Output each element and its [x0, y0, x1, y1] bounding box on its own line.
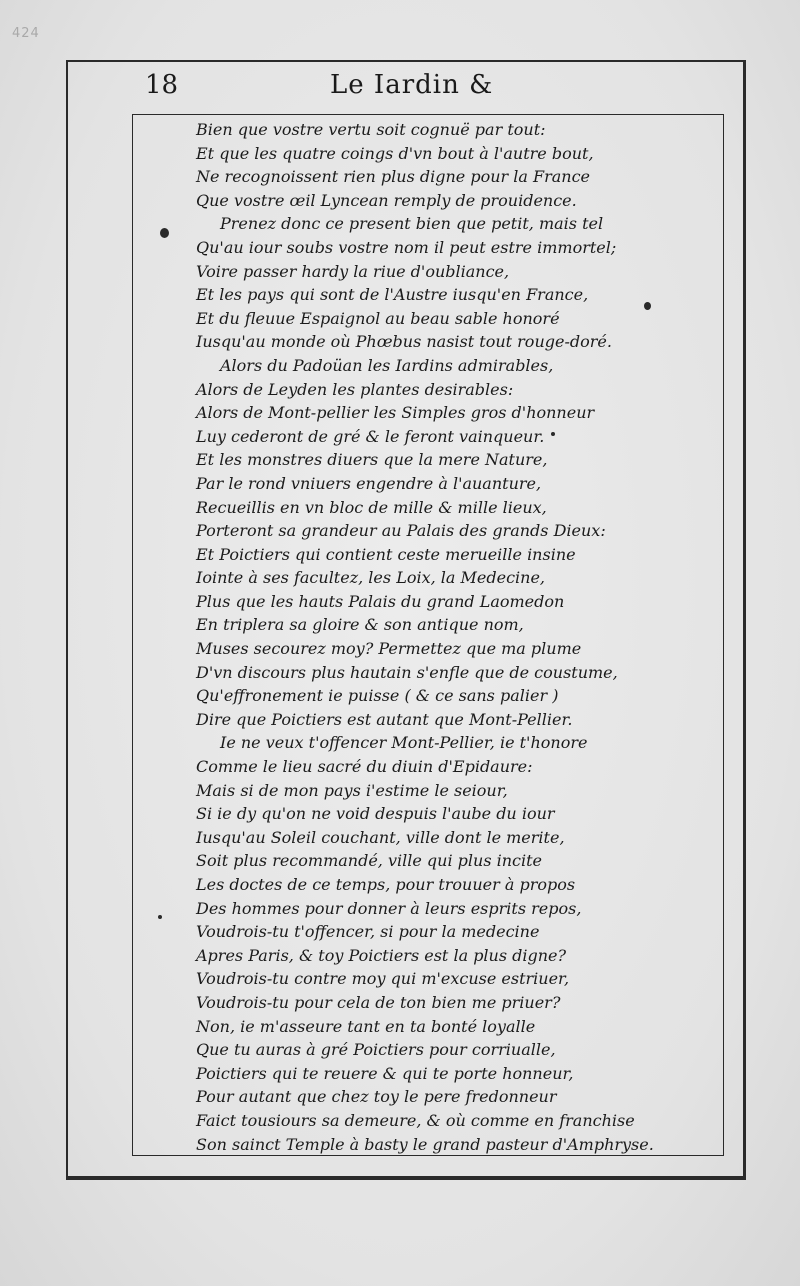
poem-line: Poictiers qui te reuere & qui te porte honneur,: [196, 1063, 574, 1083]
ink-speck: [644, 302, 651, 310]
poem-line: D'vn discours plus hautain s'enfle que de coustume,: [196, 662, 618, 682]
poem-line: Iusqu'au Soleil couchant, ville dont le merite,: [196, 827, 565, 847]
poem-line: Iusqu'au monde où Phœbus nasist tout rouge-doré.: [196, 332, 612, 352]
poem-line: Que tu auras à gré Poictiers pour corriualle,: [196, 1040, 556, 1060]
ink-speck: [160, 228, 169, 238]
pencil-annotation: 424: [12, 26, 40, 41]
poem-line: Son sainct Temple à basty le grand pasteur d'Amphryse.: [196, 1134, 654, 1154]
poem-line: Alors de Mont-pellier les Simples gros d'honneur: [196, 403, 595, 423]
poem-line: Dire que Poictiers est autant que Mont-Pellier.: [196, 709, 573, 729]
poem-line: Voire passer hardy la riue d'oubliance,: [196, 261, 510, 281]
poem-text: [196, 118, 726, 1156]
poem-line: Luy cederont de gré & le feront vainqueur.: [196, 426, 545, 446]
poem-line: Voudrois-tu t'offencer, si pour la medecine: [196, 922, 540, 942]
poem-line: Porteront sa grandeur au Palais des grands Dieux:: [196, 521, 606, 541]
ink-speck: [551, 432, 555, 436]
poem-line: Pour autant que chez toy le pere fredonneur: [196, 1087, 557, 1107]
poem-line: Comme le lieu sacré du diuin d'Epidaure:: [196, 757, 533, 777]
poem-line: En triplera sa gloire & son antique nom,: [196, 615, 524, 635]
poem-line: Alors de Leyden les plantes desirables:: [196, 379, 514, 399]
page-header: [140, 70, 730, 110]
poem-line: Et Poictiers qui contient ceste merueille insine: [196, 544, 576, 564]
poem-line: Ie ne veux t'offencer Mont-Pellier, ie t'honore: [220, 733, 588, 753]
poem-line: Soit plus recommandé, ville qui plus incite: [196, 851, 543, 871]
poem-line: Iointe à ses facultez, les Loix, la Medecine,: [196, 568, 545, 588]
running-title: Le Iardin &: [330, 70, 494, 100]
poem-line: Et du fleuue Espaignol au beau sable honoré: [196, 308, 560, 328]
poem-line: Les doctes de ce temps, pour trouuer à propos: [196, 875, 576, 894]
poem-line: Et les pays qui sont de l'Austre iusqu'en France,: [196, 285, 589, 305]
poem-line: Voudrois-tu contre moy qui m'excuse estriuer,: [196, 969, 570, 989]
poem-line: Ne recognoissent rien plus digne pour la France: [196, 167, 590, 187]
ink-speck: [158, 915, 162, 919]
poem-line: Que vostre œil Lyncean remply de prouidence.: [196, 190, 577, 210]
poem-line: Et les monstres diuers que la mere Nature,: [196, 450, 548, 470]
poem-line: Muses secourez moy? Permettez que ma plume: [196, 639, 582, 659]
poem-line: Bien que vostre vertu soit cognuë par tout:: [196, 120, 546, 139]
poem-line: Alors du Padoüan les Iardins admirables,: [220, 355, 554, 375]
poem-line: Non, ie m'asseure tant en ta bonté loyalle: [196, 1016, 536, 1036]
poem-line: Qu'effronement ie puisse ( & ce sans palier ): [196, 686, 559, 706]
poem-line: Recueillis en vn bloc de mille & mille lieux,: [196, 497, 547, 517]
poem-line: Mais si de mon pays i'estime le seiour,: [196, 780, 508, 800]
poem-line: Des hommes pour donner à leurs esprits repos,: [196, 898, 582, 918]
poem-line: Si ie dy qu'on ne void despuis l'aube du iour: [196, 804, 555, 824]
page-number: 18: [145, 70, 179, 100]
poem-line: Faict tousiours sa demeure, & où comme en franchise: [196, 1110, 635, 1130]
poem-line: Qu'au iour soubs vostre nom il peut estre immortel;: [196, 237, 617, 257]
poem-line: Et que les quatre coings d'vn bout à l'autre bout,: [196, 143, 594, 163]
poem-line: Voudrois-tu pour cela de ton bien me priuer?: [196, 992, 561, 1012]
poem-line: Par le rond vniuers engendre à l'auanture,: [196, 473, 542, 493]
poem-line: Prenez donc ce present bien que petit, mais tel: [220, 214, 604, 234]
poem-line: Apres Paris, & toy Poictiers est la plus digne?: [196, 945, 567, 965]
poem-line: Plus que les hauts Palais du grand Laomedon: [196, 591, 565, 611]
